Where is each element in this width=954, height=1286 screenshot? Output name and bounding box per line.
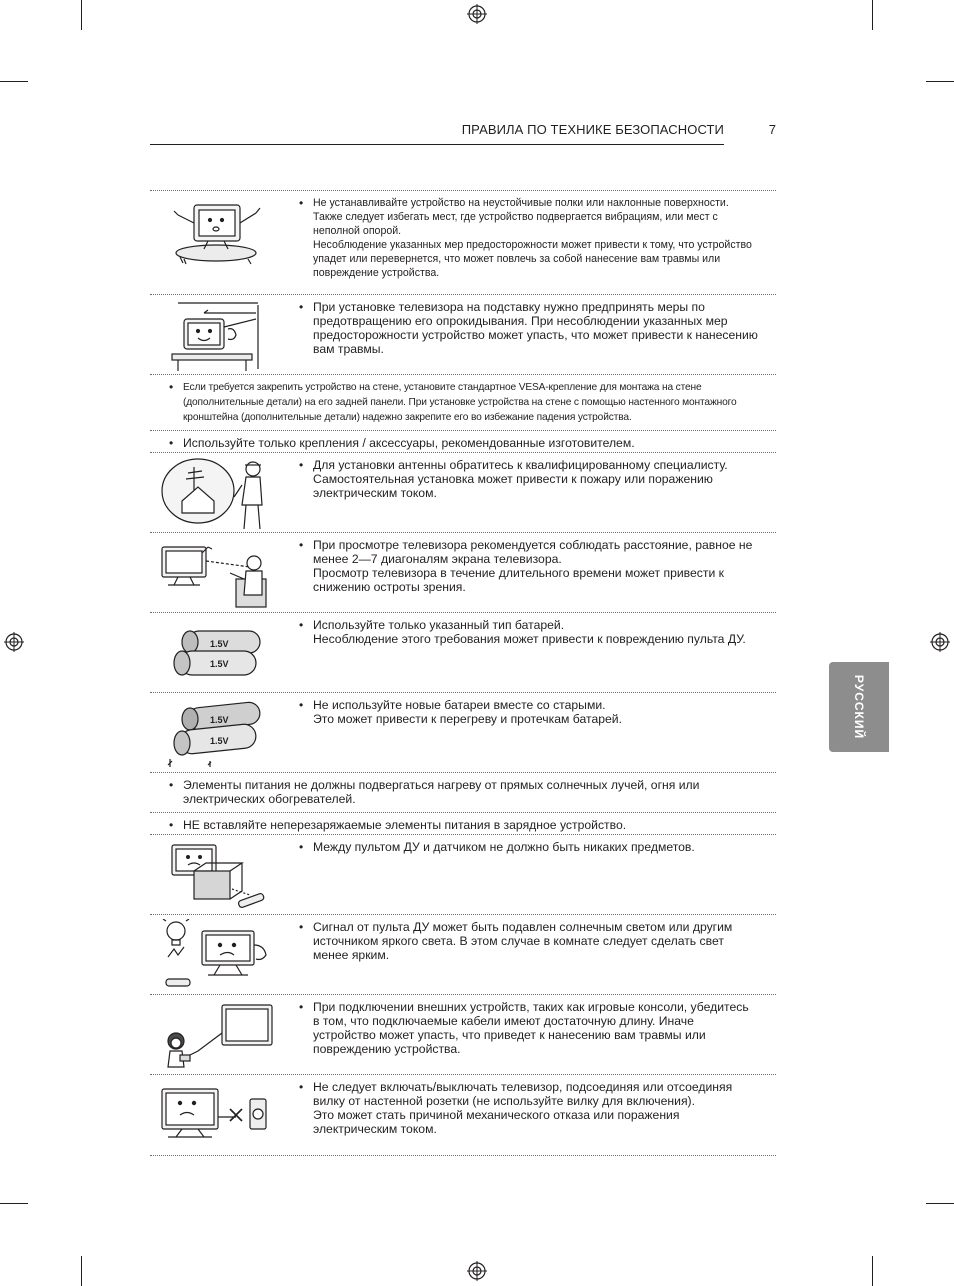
- registration-mark-icon: [467, 4, 487, 24]
- list-item: [150, 612, 776, 692]
- crop-mark: [872, 0, 873, 30]
- bullet: •: [299, 1080, 304, 1094]
- list-item: [150, 834, 776, 914]
- item-text-line: НЕ вставляйте неперезаряжаемые элементы питания в зарядное устройство.: [183, 818, 627, 832]
- list-item: [150, 994, 776, 1074]
- crop-mark: [926, 1203, 954, 1204]
- bullet: •: [299, 538, 304, 552]
- item-text-line: Используйте только указанный тип батарей.: [313, 618, 565, 632]
- list-item: [150, 430, 776, 452]
- battery-label: 1.5V: [210, 639, 229, 649]
- item-text: [299, 300, 758, 356]
- viewing-distance-icon: [158, 537, 276, 611]
- battery-label: 1.5V: [210, 736, 229, 746]
- item-text-line: При подключении внешних устройств, таких как игровые консоли, убедитесь в том, что подключаемые кабели имеют достаточную длину. Иначе устройство может упасть, что приведет к нанесению вам травмы или повреждению устройства.: [313, 1000, 749, 1056]
- registration-mark-icon: [4, 632, 24, 652]
- item-text-line: Сигнал от пульта ДУ может быть подавлен солнечным светом или другим источником яркого света. В этом случае в комнате следует сделать свет менее ярким.: [313, 920, 733, 962]
- language-tab-label: РУССКИЙ: [852, 674, 866, 740]
- item-text: [299, 840, 758, 854]
- list-item: [150, 692, 776, 772]
- bullet: •: [169, 380, 174, 394]
- item-text: [299, 1080, 758, 1136]
- bullet: •: [169, 818, 174, 832]
- crop-mark: [81, 0, 82, 30]
- list-item: [150, 772, 776, 812]
- bullet: •: [169, 778, 174, 792]
- batteries-icon: [158, 617, 276, 691]
- item-text-line: Для установки антенны обратитесь к квалифицированному специалисту.: [313, 458, 728, 472]
- item-text: [299, 920, 758, 962]
- list-item: [150, 1074, 776, 1156]
- list-item: [150, 374, 776, 436]
- bright-light-icon: [158, 919, 276, 993]
- item-text: [169, 778, 766, 806]
- item-text-line: Используйте только крепления / аксессуары, рекомендованные изготовителем.: [183, 436, 635, 450]
- item-text-line: При установке телевизора на подставку нужно предпринять меры по предотвращению его опрокидывания. При несоблюдении указанных мер предосторожности устройство может упасть, что может привести к нанесению вам травмы.: [313, 300, 758, 356]
- bullet: •: [299, 920, 304, 934]
- tv-stand-anti-tip-icon: [158, 299, 276, 373]
- item-text: [299, 538, 758, 594]
- tv-on-unstable-shelf-icon: [158, 195, 276, 269]
- bullet: •: [299, 458, 304, 472]
- crop-mark: [0, 81, 28, 82]
- list-item: [150, 532, 776, 612]
- list-item: [150, 812, 776, 834]
- item-text-line: При просмотре телевизора рекомендуется соблюдать расстояние, равное не менее 2—7 диагоналям экрана телевизора.: [313, 538, 753, 566]
- item-text: [169, 380, 766, 425]
- item-text-line: Если требуется закрепить устройство на стене, установите стандартное VESA-крепление для монтажа на стене (дополнительные детали) на его задней панели. При установке устройства на стене с помощью настенного монтажного кронштейна (дополнительные детали) надежно закрепите его во избежание падения устройства.: [183, 382, 737, 423]
- antenna-installer-icon: [158, 457, 276, 531]
- item-text-line: Не устанавливайте устройство на неустойчивые полки или наклонные поверхности. Также следует избегать мест, где устройство подвергается вибрациям, или мест с неполной опорой.: [313, 197, 729, 237]
- item-text: [299, 196, 758, 280]
- bullet: •: [299, 300, 304, 314]
- list-item: [150, 914, 776, 994]
- page-header: [150, 122, 776, 146]
- item-text-line: Это может привести к перегреву и протечкам батарей.: [313, 712, 622, 726]
- bullet: •: [299, 1000, 304, 1014]
- item-text-line: Не следует включать/выключать телевизор, подсоединяя или отсоединяя вилку от настенной розетки (не используйте вилку для включения).: [313, 1080, 733, 1108]
- item-text: [299, 698, 758, 726]
- item-text: [169, 818, 766, 832]
- list-item: [150, 452, 776, 532]
- crop-mark: [0, 1203, 28, 1204]
- item-text: [299, 618, 758, 646]
- item-text-line: Просмотр телевизора в течение длительного времени может привести к снижению остроты зрения.: [313, 566, 725, 594]
- power-plug-icon: [158, 1079, 276, 1153]
- language-tab[interactable]: [829, 662, 889, 752]
- item-text-line: Это может стать причиной механического отказа или поражения электрическим током.: [313, 1108, 680, 1136]
- bullet: •: [299, 840, 304, 854]
- item-text: [169, 436, 766, 450]
- battery-label: 1.5V: [210, 715, 229, 725]
- crop-mark: [81, 1256, 82, 1286]
- item-text-line: Несоблюдение этого требования может привести к повреждению пульта ДУ.: [313, 632, 746, 646]
- item-text-line: Не используйте новые батареи вместе со старыми.: [313, 698, 606, 712]
- crop-mark: [926, 81, 954, 82]
- item-text-line: Между пультом ДУ и датчиком не должно быть никаких предметов.: [313, 840, 695, 854]
- page-number: 7: [768, 122, 776, 137]
- header-divider: [150, 144, 724, 145]
- bullet: •: [299, 698, 304, 712]
- bullet: •: [299, 618, 304, 632]
- cable-length-icon: [158, 999, 276, 1073]
- crop-mark: [872, 1256, 873, 1286]
- item-text-line: Самостоятельная установка может привести к пожару или поражению электрическим током.: [313, 472, 713, 500]
- battery-label: 1.5V: [210, 659, 229, 669]
- item-text-line: Элементы питания не должны подвергаться нагреву от прямых солнечных лучей, огня или электрических обогревателей.: [183, 778, 700, 806]
- old-new-batteries-icon: [158, 697, 276, 771]
- item-text: [299, 458, 758, 500]
- remote-obstacle-icon: [158, 839, 276, 913]
- list-item: [150, 294, 776, 374]
- list-item: [150, 190, 776, 294]
- registration-mark-icon: [467, 1261, 487, 1281]
- registration-mark-icon: [930, 632, 950, 652]
- item-text: [299, 1000, 758, 1056]
- item-text-line: Несоблюдение указанных мер предосторожности может привести к тому, что устройство упадет или перевернется, что может повлечь за собой нанесение вам травмы или повреждение устройства.: [313, 239, 752, 279]
- bullet: •: [169, 436, 174, 450]
- bullet: •: [299, 196, 304, 210]
- page-title: ПРАВИЛА ПО ТЕХНИКЕ БЕЗОПАСНОСТИ: [461, 122, 724, 137]
